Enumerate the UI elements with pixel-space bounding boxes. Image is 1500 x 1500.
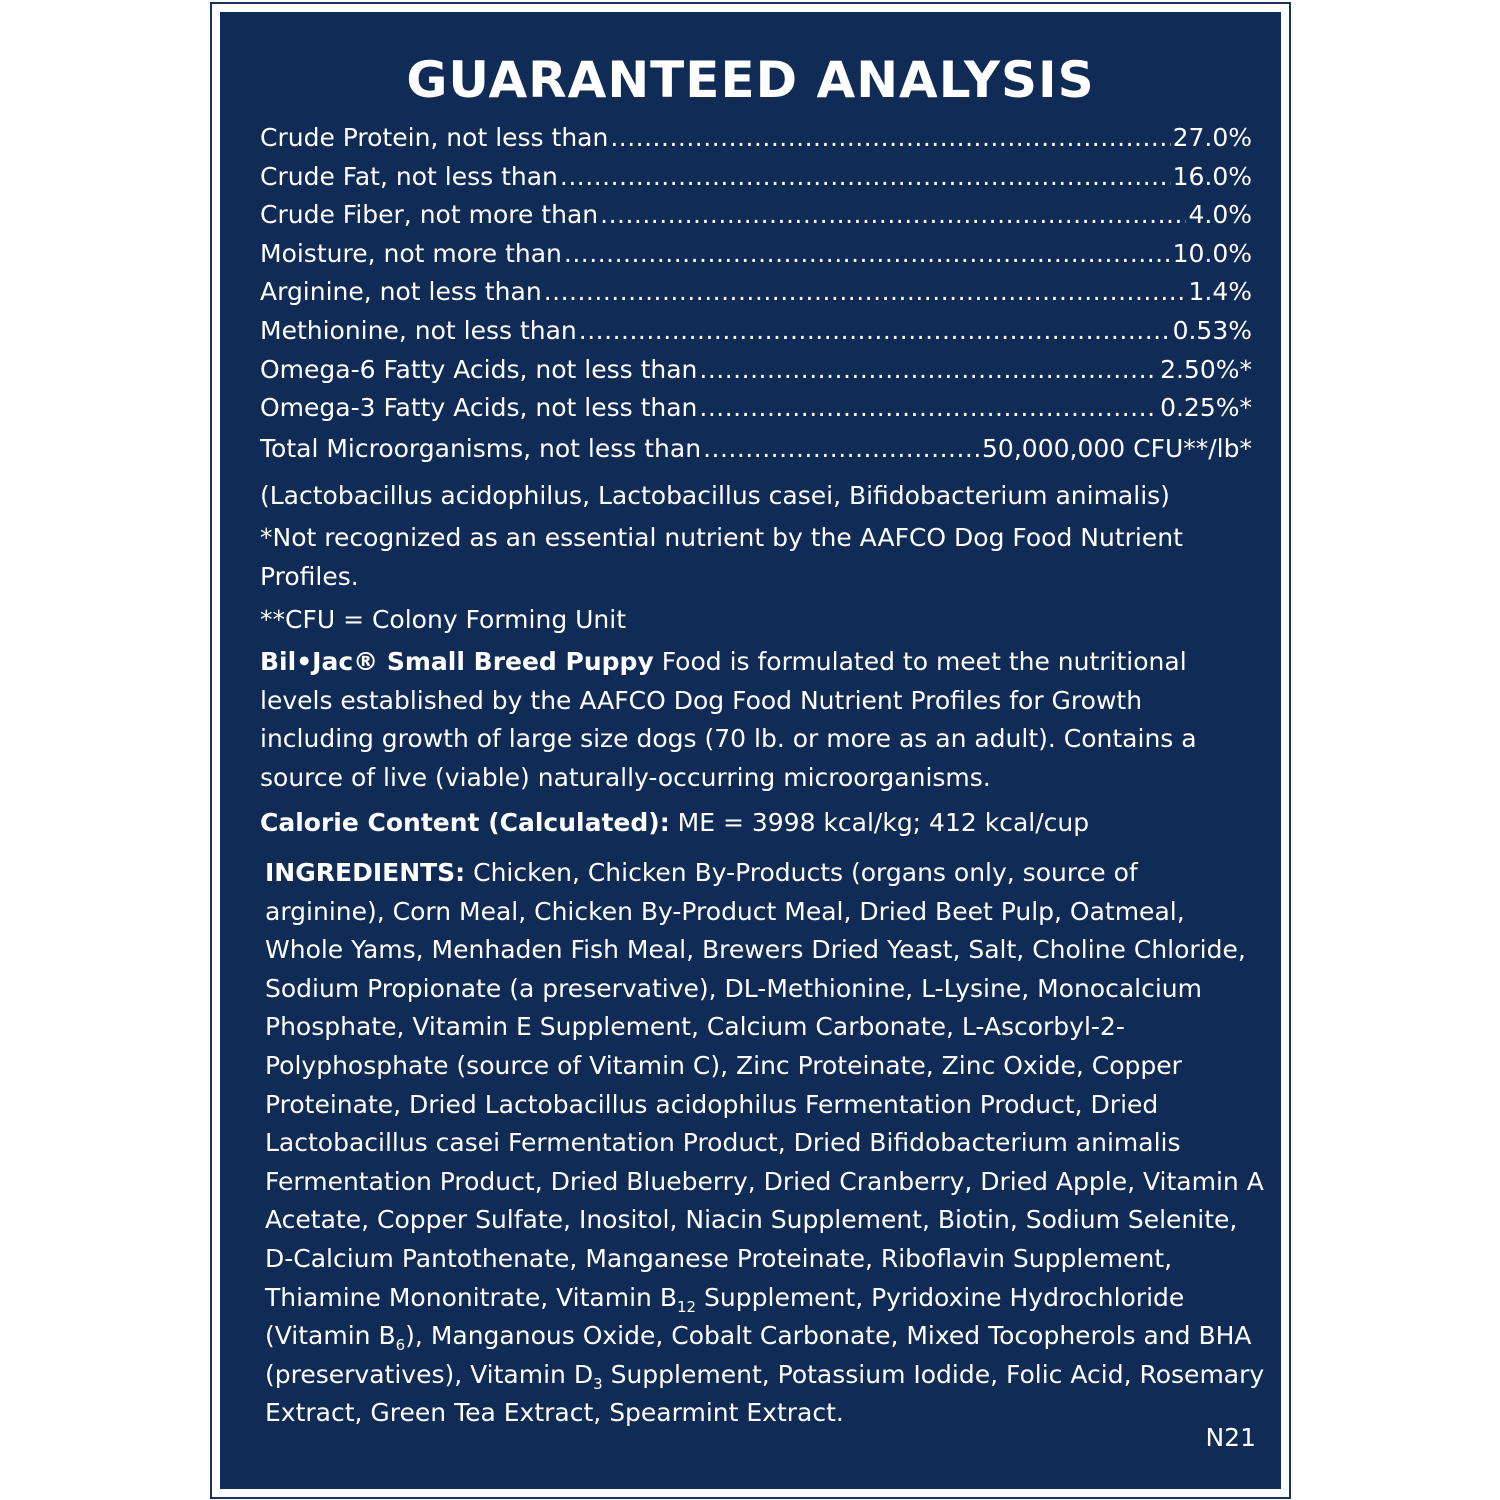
- analysis-value: 2.50%*: [1160, 354, 1252, 384]
- analysis-row: [260, 273, 1252, 312]
- leader-dots: [703, 430, 980, 469]
- analysis-label: Omega-6 Fatty Acids, not less than: [260, 354, 698, 384]
- analysis-label: Crude Fat, not less than: [260, 161, 558, 191]
- footnote-not-recognized: *Not recognized as an essential nutrient by the AAFCO Dog Food Nutrient Profiles.: [260, 523, 1183, 591]
- label-panel-inner: [220, 12, 1281, 1489]
- product-code: N21: [1205, 1423, 1256, 1453]
- analysis-row: [260, 312, 1252, 351]
- vitamin-d3-subscript: 3: [593, 1374, 603, 1393]
- analysis-value: 10.0%: [1172, 238, 1252, 268]
- analysis-row: [260, 389, 1252, 428]
- leader-dots: [544, 273, 1187, 312]
- analysis-value: 50,000,000 CFU**/lb*: [982, 433, 1252, 463]
- statement-text: Food is formulated to meet the nutritional levels established by the AAFCO Dog Food Nutrient Profiles for Growth including growth of large size dogs (70 lb. or more as an adult). Contains a source of live (viable) naturally-occurring microorganisms.: [260, 647, 1197, 792]
- analysis-row: [260, 119, 1252, 158]
- leader-dots: [579, 312, 1171, 351]
- ingredients-text-2: Supplement, Pyridoxine Hydrochloride (Vitamin B: [265, 1282, 1185, 1351]
- formulation-statement: [260, 643, 1252, 797]
- analysis-label: Arginine, not less than: [260, 277, 542, 307]
- ingredients-section: [265, 854, 1265, 1433]
- leader-dots: [610, 119, 1170, 158]
- calorie-label: Calorie Content (Calculated):: [260, 807, 670, 837]
- analysis-row: [260, 196, 1252, 235]
- ingredients-text-1: Chicken, Chicken By-Products (organs only, source of arginine), Corn Meal, Chicken By-Product Meal, Dried Beet Pulp, Oatmeal, Whole Yams, Menhaden Fish Meal, Brewers Dried Yeast, Salt, Choline Chloride, Sodium Propionate (a preservative), DL-Methionine, L-Lysine, Monocalcium Phosphate, Vitamin E Supplement, Calcium Carbonate, L-Ascorbyl-2-Polyphosphate (source of Vitamin C), Zinc Proteinate, Zinc Oxide, Copper Proteinate, Dried Lactobacillus acidophilus Fermentation Product, Dried Lactobacillus casei Fermentation Product, Dried Bifidobacterium animalis Fermentation Product, Dried Blueberry, Dried Cranberry, Dried Apple, Vitamin A Acetate, Copper Sulfate, Inositol, Niacin Supplement, Biotin, Sodium Selenite, D-Calcium Pantothenate, Manganese Proteinate, Riboflavin Supplement, Thiamine Mononitrate, Vitamin B: [265, 858, 1264, 1312]
- brand-name: Bil•Jac® Small Breed Puppy: [260, 647, 654, 677]
- footnote-cfu: **CFU = Colony Forming Unit: [260, 604, 627, 634]
- guaranteed-analysis-title: GUARANTEED ANALYSIS: [406, 51, 1095, 109]
- analysis-value: 0.53%: [1172, 315, 1252, 345]
- analysis-label: Total Microorganisms, not less than: [260, 433, 702, 463]
- analysis-row: [260, 158, 1252, 197]
- analysis-row: [260, 351, 1252, 390]
- vitamin-b6-subscript: 6: [395, 1336, 406, 1355]
- leader-dots: [560, 158, 1171, 197]
- analysis-label: Moisture, not more than: [260, 238, 562, 268]
- analysis-value: 16.0%: [1172, 161, 1252, 191]
- analysis-label: Crude Protein, not less than: [260, 123, 609, 152]
- leader-dots: [699, 351, 1158, 390]
- analysis-label: Crude Fiber, not more than: [260, 200, 599, 230]
- analysis-label: Methionine, not less than: [260, 315, 577, 345]
- leader-dots: [699, 389, 1158, 428]
- analysis-row: [260, 430, 1252, 473]
- analysis-value: 27.0%: [1172, 123, 1252, 152]
- analysis-value: 1.4%: [1188, 277, 1252, 307]
- analysis-value: 0.25%*: [1160, 393, 1252, 423]
- ingredients-text-3: ), Manganous Oxide, Cobalt Carbonate, Mixed Tocopherols and BHA (preservatives), Vitamin D: [265, 1321, 1252, 1389]
- microorganisms-list: (Lactobacillus acidophilus, Lactobacillus casei, Bifidobacterium animalis): [260, 480, 1170, 510]
- vitamin-b12-subscript: 12: [677, 1297, 697, 1316]
- ingredients-label: INGREDIENTS:: [265, 858, 466, 887]
- leader-dots: [564, 235, 1171, 274]
- analysis-section: [260, 119, 1252, 842]
- ingredients-text-4: Supplement, Potassium Iodide, Folic Acid, Rosemary Extract, Green Tea Extract, Spearmint Extract.: [265, 1359, 1265, 1428]
- analysis-row: [260, 235, 1252, 274]
- label-panel: [210, 2, 1291, 1499]
- calorie-content: [260, 804, 1252, 843]
- calorie-value: ME = 3998 kcal/kg; 412 kcal/cup: [669, 807, 1090, 837]
- analysis-value: 4.0%: [1188, 200, 1252, 230]
- analysis-label: Omega-3 Fatty Acids, not less than: [260, 393, 698, 423]
- leader-dots: [600, 196, 1186, 235]
